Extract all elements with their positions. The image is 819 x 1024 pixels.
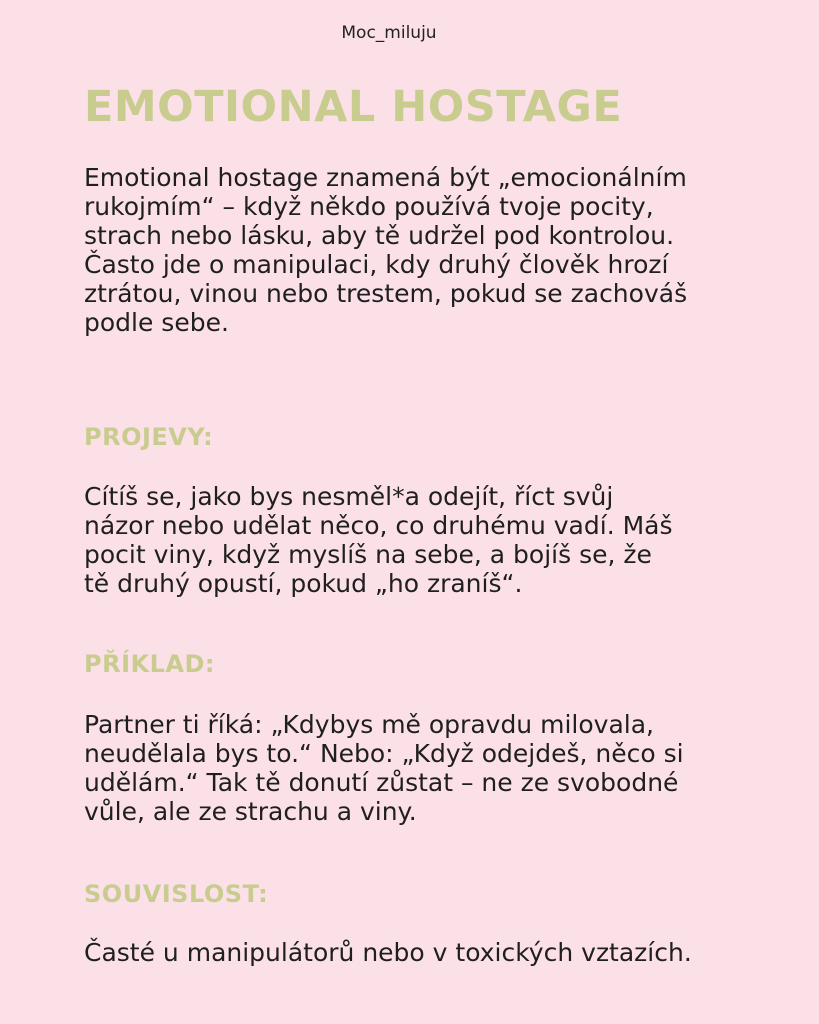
author-handle: Moc_miluju bbox=[341, 23, 437, 43]
section-text-projevy: Cítíš se, jako bys nesměl*a odejít, říct svůj názor nebo udělat něco, co druhému vadí. Máš pocit viny, když myslíš na sebe, a bojíš se, že tě druhý opustí, pokud „ho zraníš“. bbox=[84, 482, 673, 598]
section-text-souvislost: Časté u manipulátorů nebo v toxických vztazích. bbox=[84, 938, 692, 967]
section-text-priklad: Partner ti říká: „Kdybys mě opravdu milovala, neudělala bys to.“ Nebo: „Když odejdeš, něco si udělám.“ Tak tě donutí zůstat – ne ze svobodné vůle, ale ze strachu a viny. bbox=[84, 710, 684, 826]
page-title: EMOTIONAL HOSTAGE bbox=[84, 82, 623, 132]
intro-paragraph: Emotional hostage znamená být „emocionálním rukojmím“ – když někdo používá tvoje pocity, strach nebo lásku, aby tě udržel pod kontrolou. Často jde o manipulaci, kdy druhý člověk hrozí ztrátou, vinou nebo trestem, pokud se zachováš podle sebe. bbox=[84, 163, 688, 337]
section-heading-priklad: PŘÍKLAD: bbox=[84, 650, 215, 678]
section-heading-souvislost: SOUVISLOST: bbox=[84, 880, 269, 908]
section-heading-projevy: PROJEVY: bbox=[84, 423, 214, 451]
